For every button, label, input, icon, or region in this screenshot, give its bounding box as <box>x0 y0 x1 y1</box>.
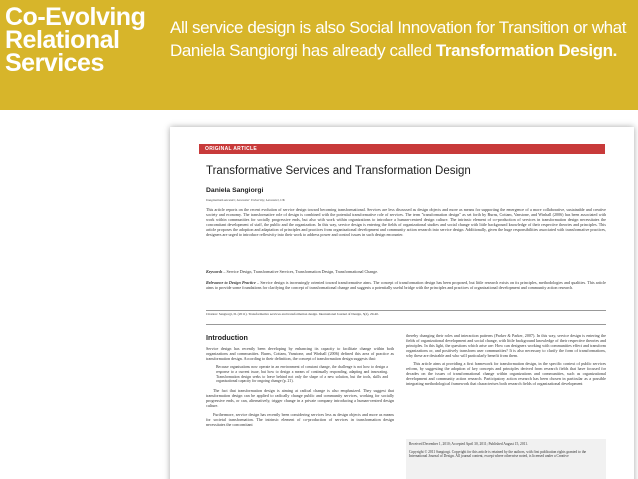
publication-info-box <box>406 439 606 479</box>
body-paragraph: The fact that transformation design is aiming at radical change is also emphasized. They suggest that transformation design can be applied to radically change public and community services, working for socially progressive ends, or can, alternatively, trigger change in a private company introducing a human-centred design culture. <box>206 387 394 409</box>
slide-subtitle-emphasis: Transformation Design. <box>435 41 617 60</box>
section-heading-introduction: Introduction <box>206 333 248 342</box>
section-label-bar <box>199 144 605 154</box>
body-paragraph: This article aims at providing a first framework for transformation design, in the specific context of public services reform, by suggesting the adoption of key concepts and principles derived from research fields that have focused for decades on the issues of transformational change within organizations and communities, such as organizational development and community action research. Participatory action research has been chosen in particular as a possible integrating methodological framework that characterises both research fields of organizational development <box>406 361 606 387</box>
body-column-left <box>206 346 394 431</box>
received-dates: Received December 1, 2010; Accepted April 30, 2011; Published August 15, 2011. <box>409 442 529 446</box>
paper-author: Daniela Sangiorgi <box>206 187 264 194</box>
paper-keywords <box>206 269 606 274</box>
body-column-right <box>406 333 606 389</box>
slide-title-line-2: Relational <box>5 26 120 54</box>
keywords-label: Keywords <box>206 269 223 274</box>
paper-relevance <box>206 280 606 290</box>
keywords-text: – Service Design, Transformative Services, Transformation Design, Transformational Change. <box>222 269 379 274</box>
copyright-notice: Copyright © 2011 Sangiorgi. Copyright for this article is retained by the authors, with first publication rights granted to the International Journal of Design. All journal content, except where otherwise noted, is licensed under a Creative <box>409 449 587 459</box>
body-paragraph: Service design has recently been developing by enhancing its capacity to facilitate change within both organizations and communities. Burns, Cottam, Vanstone, and Winhall (2006) defined this area of practice as transformation design. According to their definition, the concept of transformation design suggests that: <box>206 346 394 362</box>
body-paragraph: thereby changing their roles and interaction patterns (Parker & Parker, 2007). In this way, service design is entering the fields of organizational development and social change, with little background knowledge of their respective theories and principles. In this light, the questions which arise are: How can designers working with communities effect and transform organizations or, and positively transform user communities? It is also necessary to clarify the form of transformations, why these are desirable and who will particularly benefit from them. <box>406 333 606 359</box>
paper-abstract: This article reports on the recent evolution of service design toward becoming transformational. Services are less discussed as design objects and more as means for supporting the emergence of a more collaborative, sustainable and creative society and economy. The transformative role of design is combined with the potential transformative role of services. The term "transformation design" as set forth by Burns, Cottam, Vanstone, and Winhall (2006) has been associated with work within communities for socially progressive ends, but also with work within organizations to introduce a human-centred design culture. The intrinsic element of co-production of services in transformation design necessitates the concomitant development of staff, the public and the organization. In this way, service design is entering the fields of organizational studies and social change with little background knowledge of their respective theories and principles. This article proposes the adoption and adaptation of principles and practices from organizational development and community action research into service design. Additionally, given the huge responsibilities associated with transformative practices, designers are urged to introduce reflexivity into their work to address power and control issues in such design encounter. <box>206 207 606 238</box>
relevance-label: Relevance to Design Practice <box>206 280 256 285</box>
slide-subtitle-text: All service design is also Social Innovation for Transition or what Daniela Sangiorgi has already called <box>170 18 627 60</box>
section-label: ORIGINAL ARTICLE <box>205 146 258 152</box>
paper-title: Transformative Services and Transformation Design <box>206 165 471 177</box>
slide-title-line-3: Services <box>5 49 104 77</box>
header-banner <box>0 0 638 110</box>
slide-title-line-1: Co-Evolving <box>5 3 146 31</box>
slide-subtitle <box>170 16 630 62</box>
divider <box>206 310 606 311</box>
block-quote: Because organisations now operate in an environment of constant change, the challenge is not how to design a response to a current issue, but how to design a means of continually responding, adapting and innovating. Transformation design seeks to leave behind not only the shape of a new solution, but the tools, skills and organisational capacity for ongoing change (p. 21). <box>216 365 388 384</box>
paper-affiliation: ImaginationLancaster, Lancaster University, Lancaster, UK <box>206 198 285 202</box>
relevance-text: – Service design is increasingly oriented toward transformative aims. The concept of transformation design has been proposed, but little research exists on its principles, methodologies and qualities. This article aims to provide some foundations for clarifying the concept of transformational change and suggests a potentially useful bridge with the principles and practices of organizational development and community action research. <box>206 280 606 291</box>
slide-title <box>5 3 175 77</box>
paper-citation: Citation: Sangiorgi, D. (2011). Transformative services and transformation design. International Journal of Design, 5(2), 29-40. <box>206 312 379 316</box>
divider <box>206 324 606 325</box>
paper-page <box>170 127 634 479</box>
body-paragraph: Furthermore, service design has recently been considering services less as design objects and more as means for societal transformation. The intrinsic element of co-production of services in transformation design necessitates the concomitant <box>206 412 394 428</box>
